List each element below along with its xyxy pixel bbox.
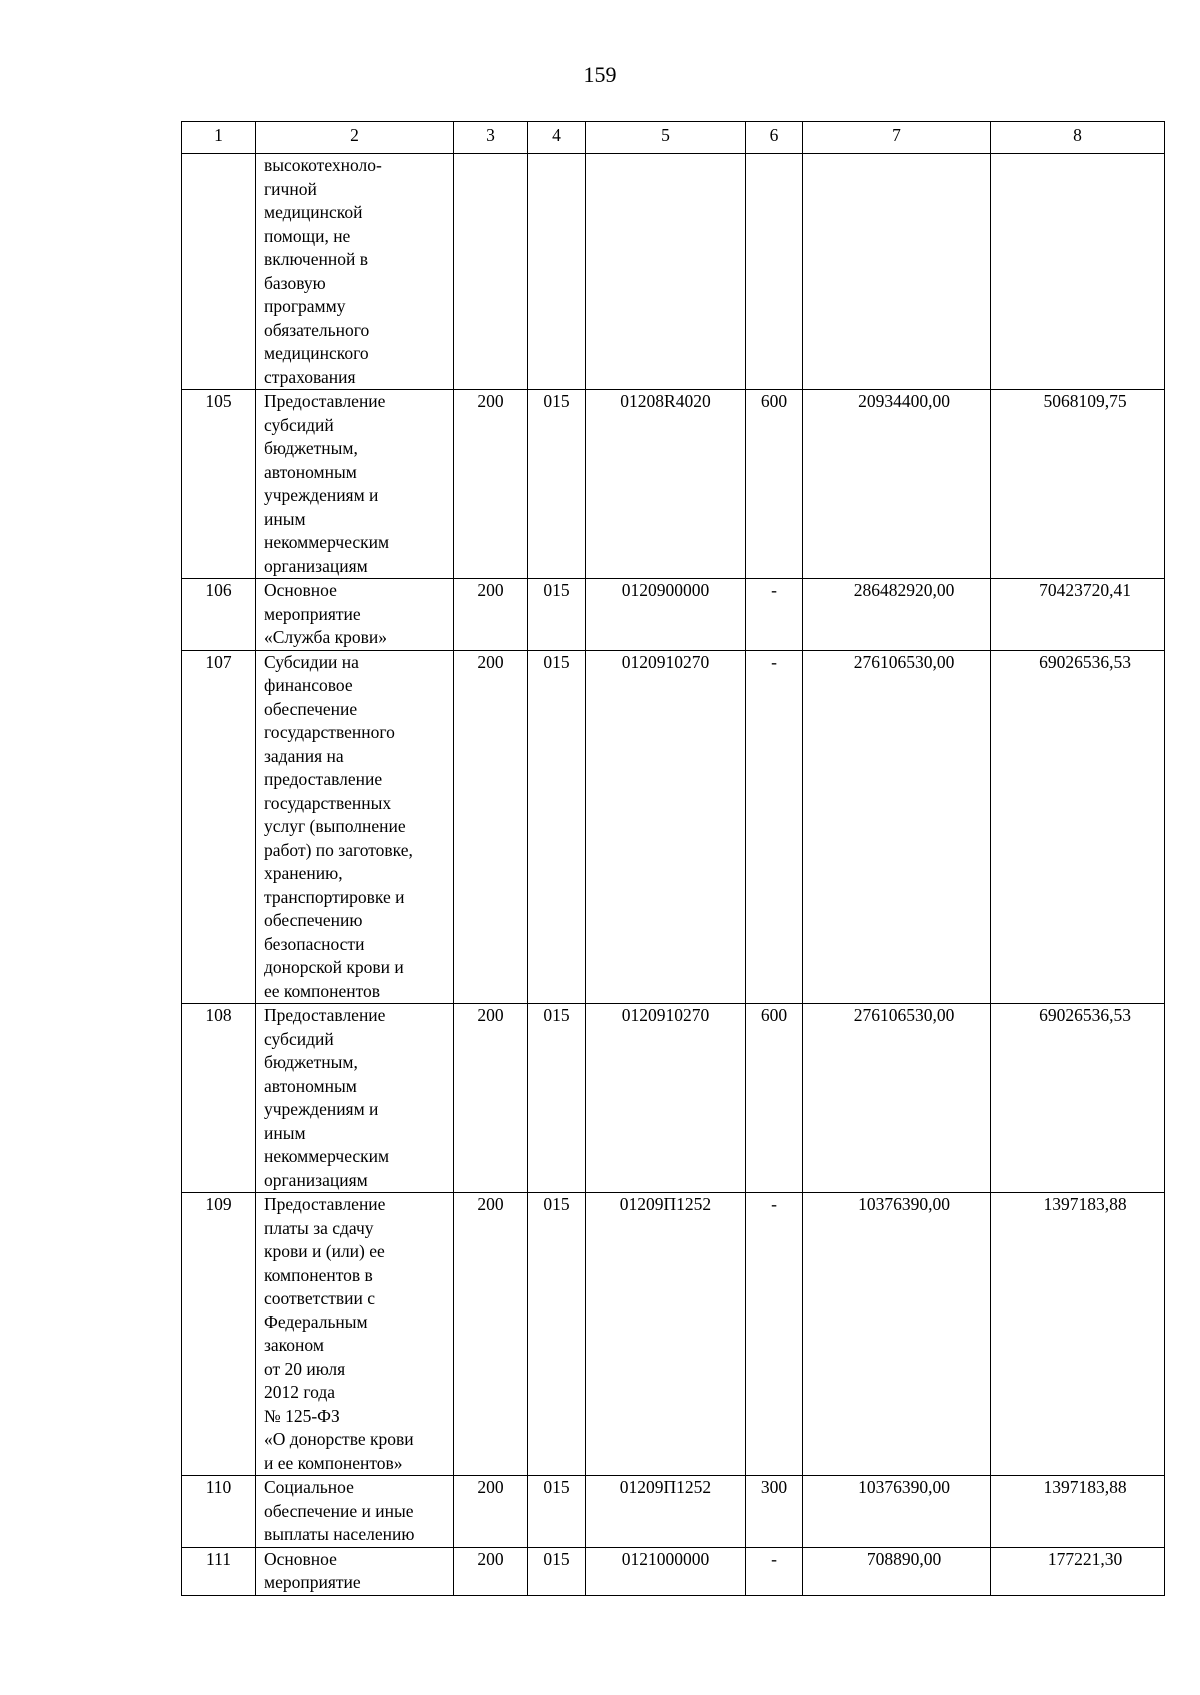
name-line: медицинской (264, 202, 363, 222)
section-code-cell: 015 (528, 650, 586, 1004)
name-line: компонентов в (264, 1264, 373, 1285)
table-header-row (182, 122, 1165, 154)
row-number-cell: 111 (182, 1547, 256, 1595)
name-line: Социальное (264, 1477, 354, 1497)
plan-amount-cell: 286482920,00 (803, 579, 991, 651)
table-row (182, 390, 1165, 579)
name-line: базовую (264, 272, 326, 293)
column-header: 1 (182, 122, 256, 154)
admin-code-cell: 200 (454, 1193, 528, 1476)
row-number-cell: 107 (182, 650, 256, 1004)
name-line: бюджетным, (264, 438, 358, 458)
section-code-cell: 015 (528, 390, 586, 579)
table-row (182, 154, 1165, 390)
name-line: 2012 года (264, 1382, 336, 1402)
admin-code-cell: 200 (454, 1547, 528, 1595)
expense-type-cell: 300 (746, 1476, 803, 1548)
name-line: «Служба крови» (264, 627, 387, 647)
row-number-cell: 110 (182, 1476, 256, 1548)
expense-type-cell: - (746, 579, 803, 651)
section-code-cell: 015 (528, 1004, 586, 1193)
name-line: крови и (или) ее (264, 1241, 385, 1261)
section-code-cell: 015 (528, 1476, 586, 1548)
row-number-cell: 108 (182, 1004, 256, 1193)
name-line: учреждениям и (264, 1099, 379, 1119)
section-code-cell: 015 (528, 1193, 586, 1476)
name-line: автономным (264, 1075, 357, 1096)
budget-table (181, 121, 1165, 1596)
name-line: задания на (264, 745, 344, 766)
name-line: Основное (264, 580, 337, 600)
plan-amount-cell: 708890,00 (803, 1547, 991, 1595)
row-name-cell (256, 579, 454, 651)
name-line: обеспечение (264, 698, 358, 719)
plan-amount-cell: 276106530,00 (803, 650, 991, 1004)
section-code-cell: 015 (528, 1547, 586, 1595)
admin-code-cell (454, 154, 528, 390)
name-line: высокотехноло- (264, 155, 382, 175)
row-name-cell (256, 1004, 454, 1193)
name-line: некоммерческим (264, 532, 390, 552)
actual-amount-cell (991, 154, 1165, 390)
name-line: Федеральным (264, 1311, 368, 1332)
admin-code-cell: 200 (454, 579, 528, 651)
target-code-cell: 0120910270 (586, 650, 746, 1004)
name-line: учреждениям и (264, 485, 379, 505)
row-name-cell (256, 154, 454, 390)
expense-type-cell: 600 (746, 390, 803, 579)
name-line: программу (264, 296, 346, 316)
target-code-cell: 01209П1252 (586, 1476, 746, 1548)
column-header: 6 (746, 122, 803, 154)
admin-code-cell: 200 (454, 1004, 528, 1193)
table-body (182, 154, 1165, 1596)
table-row (182, 1004, 1165, 1193)
name-line: транспортировке и (264, 886, 405, 907)
admin-code-cell: 200 (454, 1476, 528, 1548)
name-line: государственных (264, 792, 392, 813)
name-line: мероприятие (264, 603, 361, 624)
row-number-cell: 109 (182, 1193, 256, 1476)
name-line: гичной (264, 178, 317, 199)
name-line: помощи, не (264, 225, 351, 246)
name-line: иным (264, 1122, 306, 1143)
name-line: Субсидии на (264, 651, 359, 672)
column-header: 4 (528, 122, 586, 154)
actual-amount-cell: 70423720,41 (991, 579, 1165, 651)
row-name-cell (256, 390, 454, 579)
name-line: услуг (выполнение (264, 816, 406, 836)
expense-type-cell: - (746, 650, 803, 1004)
row-name-cell (256, 1193, 454, 1476)
name-line: предоставление (264, 769, 383, 789)
table-row (182, 1476, 1165, 1548)
name-line: финансовое (264, 675, 353, 695)
actual-amount-cell: 1397183,88 (991, 1193, 1165, 1476)
name-line: некоммерческим (264, 1146, 390, 1166)
actual-amount-cell: 69026536,53 (991, 650, 1165, 1004)
name-line: платы за сдачу (264, 1217, 374, 1238)
section-code-cell: 015 (528, 579, 586, 651)
expense-type-cell: - (746, 1547, 803, 1595)
name-line: организациям (264, 1169, 368, 1190)
name-line: обеспечению (264, 910, 363, 930)
row-name-cell (256, 650, 454, 1004)
column-header: 5 (586, 122, 746, 154)
column-header: 8 (991, 122, 1165, 154)
target-code-cell: 01209П1252 (586, 1193, 746, 1476)
name-line: соответствии с (264, 1288, 376, 1308)
table-row (182, 579, 1165, 651)
name-line: «О донорстве крови (264, 1429, 414, 1449)
row-number-cell: 105 (182, 390, 256, 579)
name-line: мероприятие (264, 1572, 361, 1592)
page-number: 159 (583, 62, 617, 87)
actual-amount-cell: 177221,30 (991, 1547, 1165, 1595)
name-line: обязательного (264, 319, 370, 340)
name-line: Предоставление (264, 391, 386, 411)
name-line: медицинского (264, 343, 369, 363)
column-header: 7 (803, 122, 991, 154)
column-header: 2 (256, 122, 454, 154)
target-code-cell: 0120900000 (586, 579, 746, 651)
name-line: страхования (264, 366, 356, 387)
row-name-cell (256, 1547, 454, 1595)
name-line: от 20 июля (264, 1358, 346, 1379)
admin-code-cell: 200 (454, 650, 528, 1004)
expense-type-cell: - (746, 1193, 803, 1476)
actual-amount-cell: 1397183,88 (991, 1476, 1165, 1548)
expense-type-cell (746, 154, 803, 390)
name-line: автономным (264, 461, 357, 482)
name-line: субсидий (264, 1028, 334, 1049)
row-number-cell: 106 (182, 579, 256, 651)
name-line: работ) по заготовке, (264, 839, 413, 860)
actual-amount-cell: 69026536,53 (991, 1004, 1165, 1193)
admin-code-cell: 200 (454, 390, 528, 579)
name-line: иным (264, 508, 306, 529)
target-code-cell: 0121000000 (586, 1547, 746, 1595)
name-line: ее компонентов (264, 980, 381, 1001)
plan-amount-cell: 10376390,00 (803, 1476, 991, 1548)
name-line: Основное (264, 1548, 337, 1569)
row-number-cell (182, 154, 256, 390)
target-code-cell (586, 154, 746, 390)
row-name-cell (256, 1476, 454, 1548)
column-header: 3 (454, 122, 528, 154)
section-code-cell (528, 154, 586, 390)
name-line: законом (264, 1335, 324, 1355)
plan-amount-cell: 10376390,00 (803, 1193, 991, 1476)
name-line: донорской крови и (264, 957, 404, 977)
name-line: бюджетным, (264, 1052, 358, 1072)
plan-amount-cell (803, 154, 991, 390)
name-line: субсидий (264, 414, 334, 435)
plan-amount-cell: 20934400,00 (803, 390, 991, 579)
name-line: Предоставление (264, 1005, 386, 1025)
table-row (182, 1547, 1165, 1595)
name-line: хранению, (264, 863, 343, 883)
name-line: организациям (264, 555, 368, 576)
name-line: включенной в (264, 249, 368, 269)
target-code-cell: 01208R4020 (586, 390, 746, 579)
expense-type-cell: 600 (746, 1004, 803, 1193)
table-row (182, 650, 1165, 1004)
plan-amount-cell: 276106530,00 (803, 1004, 991, 1193)
actual-amount-cell: 5068109,75 (991, 390, 1165, 579)
name-line: Предоставление (264, 1194, 386, 1214)
name-line: обеспечение и иные (264, 1500, 414, 1521)
name-line: государственного (264, 722, 395, 742)
table-row (182, 1193, 1165, 1476)
name-line: № 125-ФЗ (264, 1405, 340, 1426)
name-line: и ее компонентов» (264, 1452, 403, 1473)
name-line: выплаты населению (264, 1524, 415, 1544)
target-code-cell: 0120910270 (586, 1004, 746, 1193)
name-line: безопасности (264, 933, 365, 954)
